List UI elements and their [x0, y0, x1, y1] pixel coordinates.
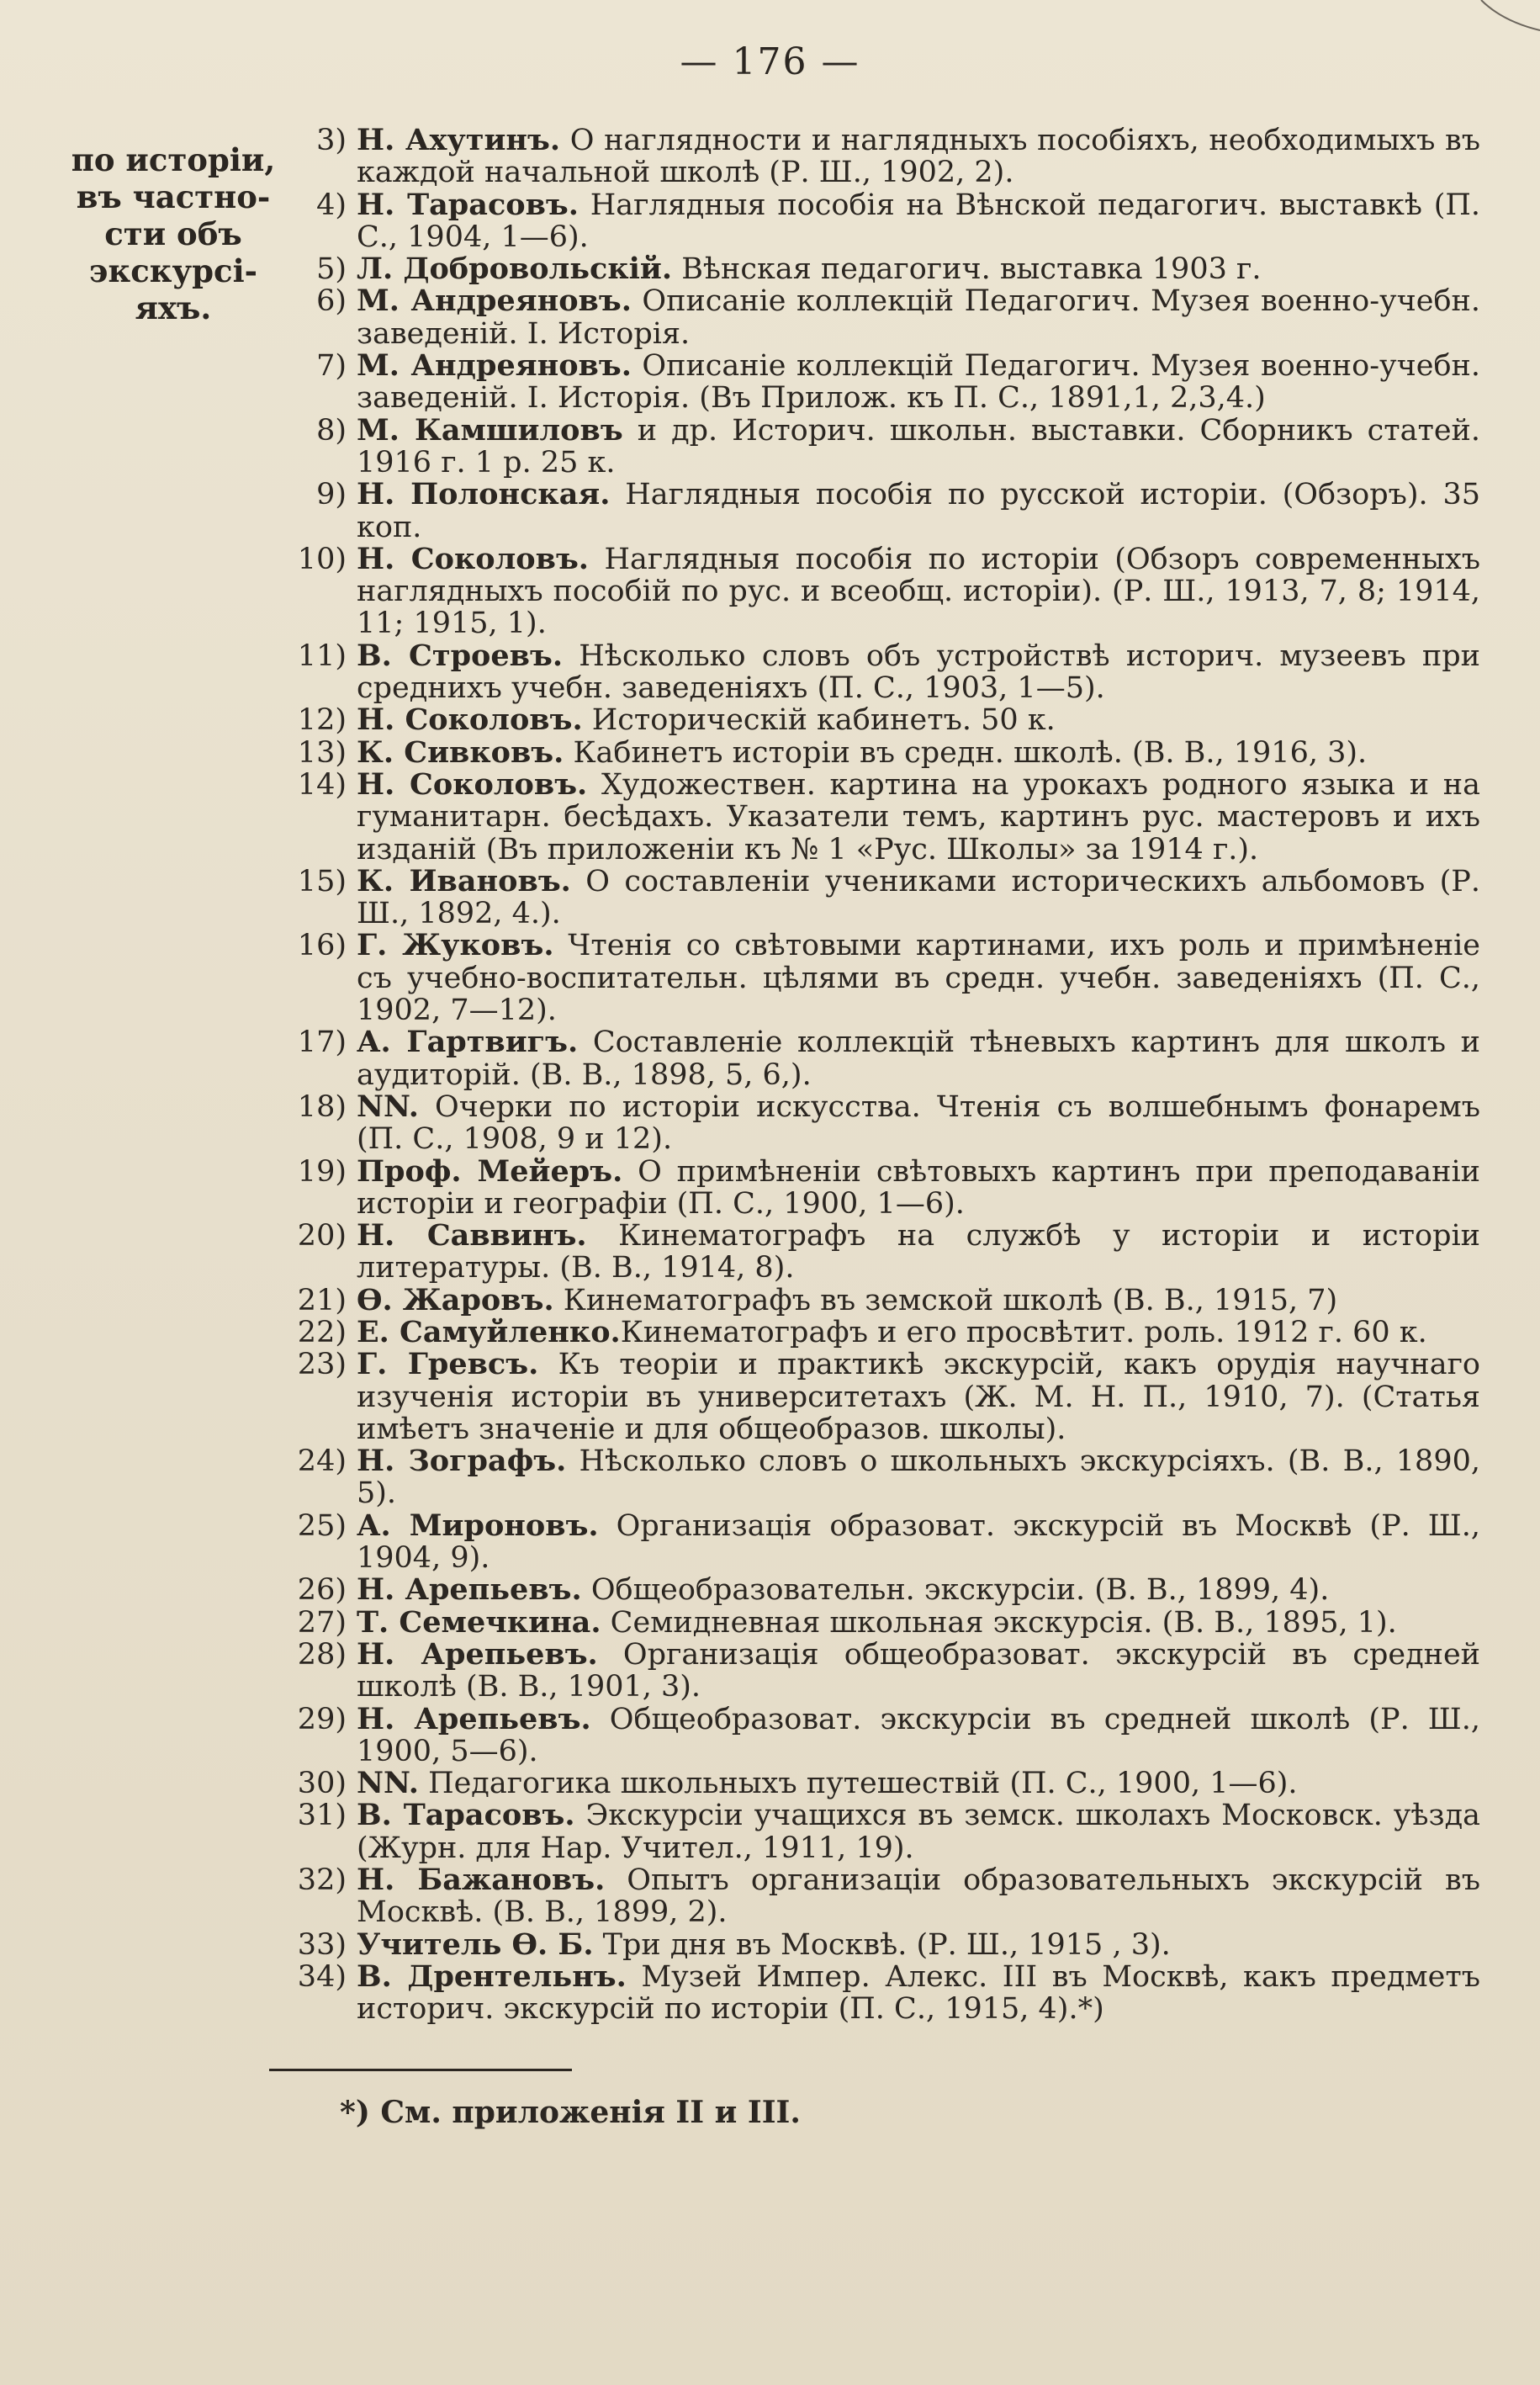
entry-text	[357, 1314, 1480, 1349]
entry-text	[357, 1636, 1480, 1704]
bibliography-entry	[286, 1799, 1480, 1864]
entry-text	[357, 1510, 1480, 1575]
entry-text	[357, 1799, 1480, 1864]
entry-text	[357, 285, 1480, 350]
entry-author: NN.	[357, 1089, 419, 1124]
entry-text	[357, 412, 1481, 480]
entry-author: В. Строевъ.	[357, 638, 564, 673]
entry-author: Н. Соколовъ.	[357, 541, 589, 576]
entry-text	[357, 1153, 1480, 1221]
entry-author: Г. Жуковъ.	[357, 928, 554, 963]
entry-author: Н. Ахутинъ.	[357, 123, 561, 157]
entry-citation: Историческій кабинетъ. 50 к.	[582, 703, 1056, 738]
entry-citation: Организація образоват. экскурсій въ Москвѣ (Р. Ш., 1904, 9).	[357, 1508, 1480, 1576]
entry-citation: Описаніе коллекцій Педагогич. Музея военно-учебн. заведеній. I. Исторія. (Въ Прилож. къ П. С., 1891,1, 2,3,4.)	[357, 349, 1480, 416]
entry-text	[357, 734, 1480, 770]
entry-citation: Кинематографъ и его просвѣтит. роль. 1912 г. 60 к.	[620, 1315, 1427, 1349]
entry-citation: О наглядности и наглядныхъ пособіяхъ, необходимыхъ въ каждой начальной школѣ (Р. Ш., 1902, 2).	[357, 124, 1481, 190]
entry-text	[357, 1026, 1480, 1091]
entry-citation: Чтенія со свѣтовыми картинами, ихъ роль и примѣненіе съ учебно-воспитательн. цѣлями въ средн. учебн. заведеніяхъ (П. С., 1902, 7—12).	[357, 929, 1480, 1028]
entry-text	[357, 1958, 1480, 2027]
entry-author: Н. Соколовъ.	[357, 702, 583, 738]
entry-author: В. Тарасовъ.	[357, 1798, 575, 1833]
bibliography-entry	[286, 1220, 1480, 1285]
margin-note-line: экскурсі-	[89, 252, 257, 289]
entry-number: 31)	[297, 1799, 347, 1833]
footnote: *) См. приложенія II и III.	[340, 2095, 801, 2130]
entry-author: Е. Самуйленко.	[357, 1314, 621, 1349]
entry-number: 11)	[297, 639, 347, 673]
entry-number: 12)	[297, 703, 347, 738]
entry-citation: Организація общеобразоват. экскурсій въ средней школѣ (В. В., 1901, 3).	[357, 1637, 1480, 1704]
entry-citation: Музей Импер. Алекс. III въ Москвѣ, какъ предметъ историч. экскурсій по исторіи (П. С., 1915, 4).*)	[357, 1959, 1480, 2027]
entry-citation: Три дня въ Москвѣ. (Р. Ш., 1915 , 3).	[593, 1927, 1171, 1962]
entry-text	[357, 640, 1480, 705]
entry-text	[357, 1864, 1480, 1929]
entry-author: Н. Соколовъ.	[357, 766, 588, 802]
entry-citation: Къ теоріи и практикѣ экскурсій, какъ орудія научнаго изученія исторіи въ университетахъ (Ж. М. Н. П., 1910, 7). (Статья имѣетъ значеніе и для общеобразов. школы).	[357, 1348, 1481, 1446]
entry-number: 16)	[297, 929, 347, 963]
bibliography-entry	[286, 543, 1480, 640]
entry-citation: Нѣсколько словъ о школьныхъ экскурсіяхъ. (В. В., 1890, 5).	[357, 1444, 1480, 1511]
entry-author: М. Андреяновъ.	[357, 348, 632, 384]
bibliography-entry	[286, 1768, 1480, 1799]
entry-text	[357, 1701, 1480, 1768]
bibliography-entry	[286, 1864, 1480, 1929]
bibliography-entry	[286, 479, 1480, 543]
entry-author: Учитель Ѳ. Б.	[357, 1927, 594, 1962]
entry-citation: Экскурсіи учащихся въ земск. школахъ Московск. уѣзда (Журн. для Нар. Учител., 1911, 19).	[357, 1799, 1481, 1865]
entry-author: Н. Арепьевъ.	[357, 1701, 591, 1736]
entry-citation: О составленіи учениками историческихъ альбомовъ (Р. Ш., 1892, 4.).	[357, 864, 1480, 931]
entry-text	[357, 1349, 1480, 1445]
entry-text	[357, 1220, 1480, 1285]
bibliography-entry	[286, 1091, 1480, 1156]
entry-number: 22)	[297, 1315, 347, 1349]
entry-author: Н. Арепьевъ.	[357, 1572, 582, 1608]
bibliography-entry	[286, 1958, 1480, 2027]
entry-author: Н. Тарасовъ.	[357, 187, 579, 222]
entry-citation: Наглядныя пособія по исторіи (Обзоръ современныхъ наглядныхъ пособій по рус. и всеобщ. исторіи). (Р. Ш., 1913, 7, 8; 1914, 11; 1915, 1).	[357, 542, 1480, 641]
entry-author: В. Дрентельнъ.	[357, 1958, 627, 1994]
entry-text	[357, 1282, 1480, 1317]
entry-number: 6)	[316, 284, 347, 319]
entry-number: 28)	[297, 1637, 347, 1672]
bibliography-entry	[286, 1445, 1480, 1510]
entry-number: 3)	[316, 124, 347, 157]
bibliography-entry	[286, 1636, 1480, 1704]
entry-text	[357, 1445, 1480, 1510]
entry-text	[357, 1574, 1480, 1606]
bibliography-entry	[286, 350, 1480, 415]
entry-number: 15)	[297, 864, 347, 898]
bibliography-entry	[286, 1026, 1480, 1091]
entry-citation: Опытъ организаціи образовательныхъ экскурсій въ Москвѣ. (В. В., 1899, 2).	[357, 1863, 1480, 1930]
margin-note-line: въ частно-	[76, 178, 271, 215]
entry-number: 13)	[297, 735, 347, 770]
entry-number: 34)	[297, 1959, 347, 1994]
entry-text	[357, 1929, 1480, 1961]
entry-text	[357, 253, 1480, 285]
entry-citation: Художествен. картина на урокахъ родного языка и на гуманитарн. бесѣдахъ. Указатели темъ, картинъ рус. мастеровъ и ихъ изданій (Въ приложеніи къ № 1 «Рус. Школы» за 1914 г.).	[357, 767, 1480, 867]
entry-number: 27)	[297, 1605, 347, 1640]
entry-citation: Общеобразоват. экскурсіи въ средней школѣ (Р. Ш., 1900, 5—6).	[357, 1702, 1480, 1768]
bibliography-list	[286, 125, 1480, 2026]
entry-author: Н. Саввинъ.	[357, 1218, 587, 1253]
entry-citation: Общеобразовательн. экскурсіи. (В. В., 1899, 4).	[581, 1573, 1330, 1608]
entry-text	[357, 125, 1480, 189]
bibliography-entry	[286, 1510, 1480, 1575]
entry-author: К. Ивановъ.	[357, 863, 571, 898]
entry-citation: Вѣнская педагогич. выставка 1903 г.	[672, 252, 1262, 287]
entry-author: Л. Добровольскій.	[357, 252, 673, 287]
entry-citation: Кинематографъ въ земской школѣ (В. В., 1915, 7)	[553, 1283, 1338, 1317]
entry-citation: Составленіе коллекцій тѣневыхъ картинъ для школъ и аудиторій. (В. В., 1898, 5, 6,).	[357, 1026, 1481, 1092]
entry-number: 4)	[316, 188, 347, 222]
entry-author: Т. Семечкина.	[357, 1604, 601, 1640]
entry-text	[357, 1768, 1480, 1799]
entry-author: К. Сивковъ.	[357, 734, 564, 770]
margin-note-line: сти объ	[104, 215, 242, 252]
entry-number: 26)	[297, 1573, 347, 1608]
bibliography-entry	[286, 1153, 1480, 1221]
entry-text	[357, 479, 1480, 543]
entry-author: Проф. Мейеръ.	[357, 1153, 623, 1189]
bibliography-entry	[286, 253, 1480, 285]
entry-text	[357, 189, 1480, 254]
entry-number: 25)	[297, 1508, 347, 1543]
bibliography-entry	[286, 930, 1480, 1026]
entry-author: Н. Полонская.	[357, 477, 611, 512]
margin-note	[47, 141, 299, 326]
margin-note-line: по исторiи,	[71, 141, 276, 178]
entry-text	[357, 704, 1480, 736]
entry-text	[357, 863, 1480, 931]
entry-author: М. Камшиловъ	[357, 412, 623, 448]
entry-number: 30)	[297, 1767, 347, 1801]
entry-text	[357, 766, 1480, 867]
entry-text	[357, 350, 1480, 415]
bibliography-entry	[286, 125, 1480, 189]
margin-note-line: яхъ.	[135, 289, 212, 326]
footnote-rule	[269, 2069, 572, 2071]
entry-number: 23)	[297, 1348, 347, 1382]
entry-number: 10)	[297, 542, 347, 576]
entry-author: Н. Бажановъ.	[357, 1863, 606, 1898]
entry-citation: Семидневная школьная экскурсія. (В. В., 1895, 1).	[601, 1605, 1397, 1640]
entry-citation: Описаніе коллекцій Педагогич. Музея военно-учебн. заведеній. I. Исторія.	[357, 284, 1480, 351]
entry-number: 8)	[316, 413, 347, 448]
entry-citation: и др. Историч. школьн. выставки. Сборникъ статей. 1916 г. 1 р. 25 к.	[357, 413, 1481, 480]
entry-number: 18)	[297, 1089, 347, 1124]
bibliography-entry	[286, 640, 1480, 705]
entry-author: А. Гартвигъ.	[357, 1025, 579, 1060]
bibliography-entry	[286, 1282, 1480, 1317]
entry-number: 7)	[316, 349, 347, 384]
entry-author: М. Андреяновъ.	[357, 284, 632, 319]
entry-citation: Кабинетъ исторіи въ средн. школѣ. (В. В., 1916, 3).	[564, 735, 1368, 770]
entry-citation: Наглядныя пособія на Вѣнской педагогич. выставкѣ (П. С., 1904, 1—6).	[357, 188, 1480, 254]
bibliography-entry	[286, 863, 1480, 931]
bibliography-entry	[286, 1701, 1480, 1768]
entry-number: 24)	[297, 1444, 347, 1479]
entry-number: 32)	[297, 1863, 347, 1898]
entry-number: 29)	[297, 1702, 347, 1736]
entry-citation: Наглядныя пособія по русской исторіи. (Обзоръ). 35 коп.	[357, 478, 1480, 544]
entry-citation: О примѣненіи свѣтовыхъ картинъ при преподаваніи исторіи и географіи (П. С., 1900, 1—6).	[357, 1154, 1480, 1221]
bibliography-entry	[286, 189, 1480, 254]
entry-author: Н. Арепьевъ.	[357, 1636, 598, 1672]
entry-number: 19)	[297, 1154, 347, 1189]
bibliography-entry	[286, 1929, 1480, 1961]
entry-text	[357, 1604, 1480, 1640]
bibliography-entry	[286, 285, 1480, 350]
entry-number: 9)	[316, 478, 347, 512]
page-corner-mark	[1473, 0, 1540, 34]
entry-number: 33)	[297, 1927, 347, 1962]
entry-citation: Нѣсколько словъ объ устройствѣ историч. музеевъ при среднихъ учебн. заведеніяхъ (П. С., 1903, 1—5).	[357, 639, 1480, 706]
entry-number: 20)	[297, 1219, 347, 1253]
entry-citation: Кинематографъ на службѣ у исторіи и исторіи литературы. (В. В., 1914, 8).	[357, 1219, 1480, 1285]
entry-text	[357, 1091, 1480, 1156]
entry-author: А. Мироновъ.	[357, 1508, 599, 1543]
entry-author: Ѳ. Жаровъ.	[357, 1282, 554, 1317]
bibliography-entry	[286, 1604, 1480, 1640]
bibliography-entry	[286, 412, 1481, 480]
entry-number: 21)	[297, 1283, 347, 1317]
entry-citation: Очерки по исторіи искусства. Чтенія съ волшебнымъ фонаремъ (П. С., 1908, 9 и 12).	[357, 1089, 1480, 1157]
bibliography-entry	[286, 766, 1480, 867]
bibliography-entry	[286, 1314, 1480, 1349]
bibliography-entry	[286, 1349, 1480, 1445]
entry-number: 5)	[316, 252, 347, 287]
entry-author: Н. Зографъ.	[357, 1444, 567, 1479]
bibliography-entry	[286, 734, 1480, 770]
bibliography-entry	[286, 704, 1480, 736]
entry-author: Г. Гревсъ.	[357, 1347, 539, 1382]
entry-author: NN.	[357, 1766, 419, 1801]
bibliography-entry	[286, 1574, 1480, 1606]
entry-number: 17)	[297, 1026, 347, 1060]
entry-citation: Педагогика школьныхъ путешествій (П. С., 1900, 1—6).	[418, 1767, 1298, 1801]
entry-text	[357, 543, 1480, 640]
entry-text	[357, 930, 1480, 1026]
page-number: — 176 —	[680, 40, 860, 83]
entry-number: 14)	[297, 767, 347, 802]
